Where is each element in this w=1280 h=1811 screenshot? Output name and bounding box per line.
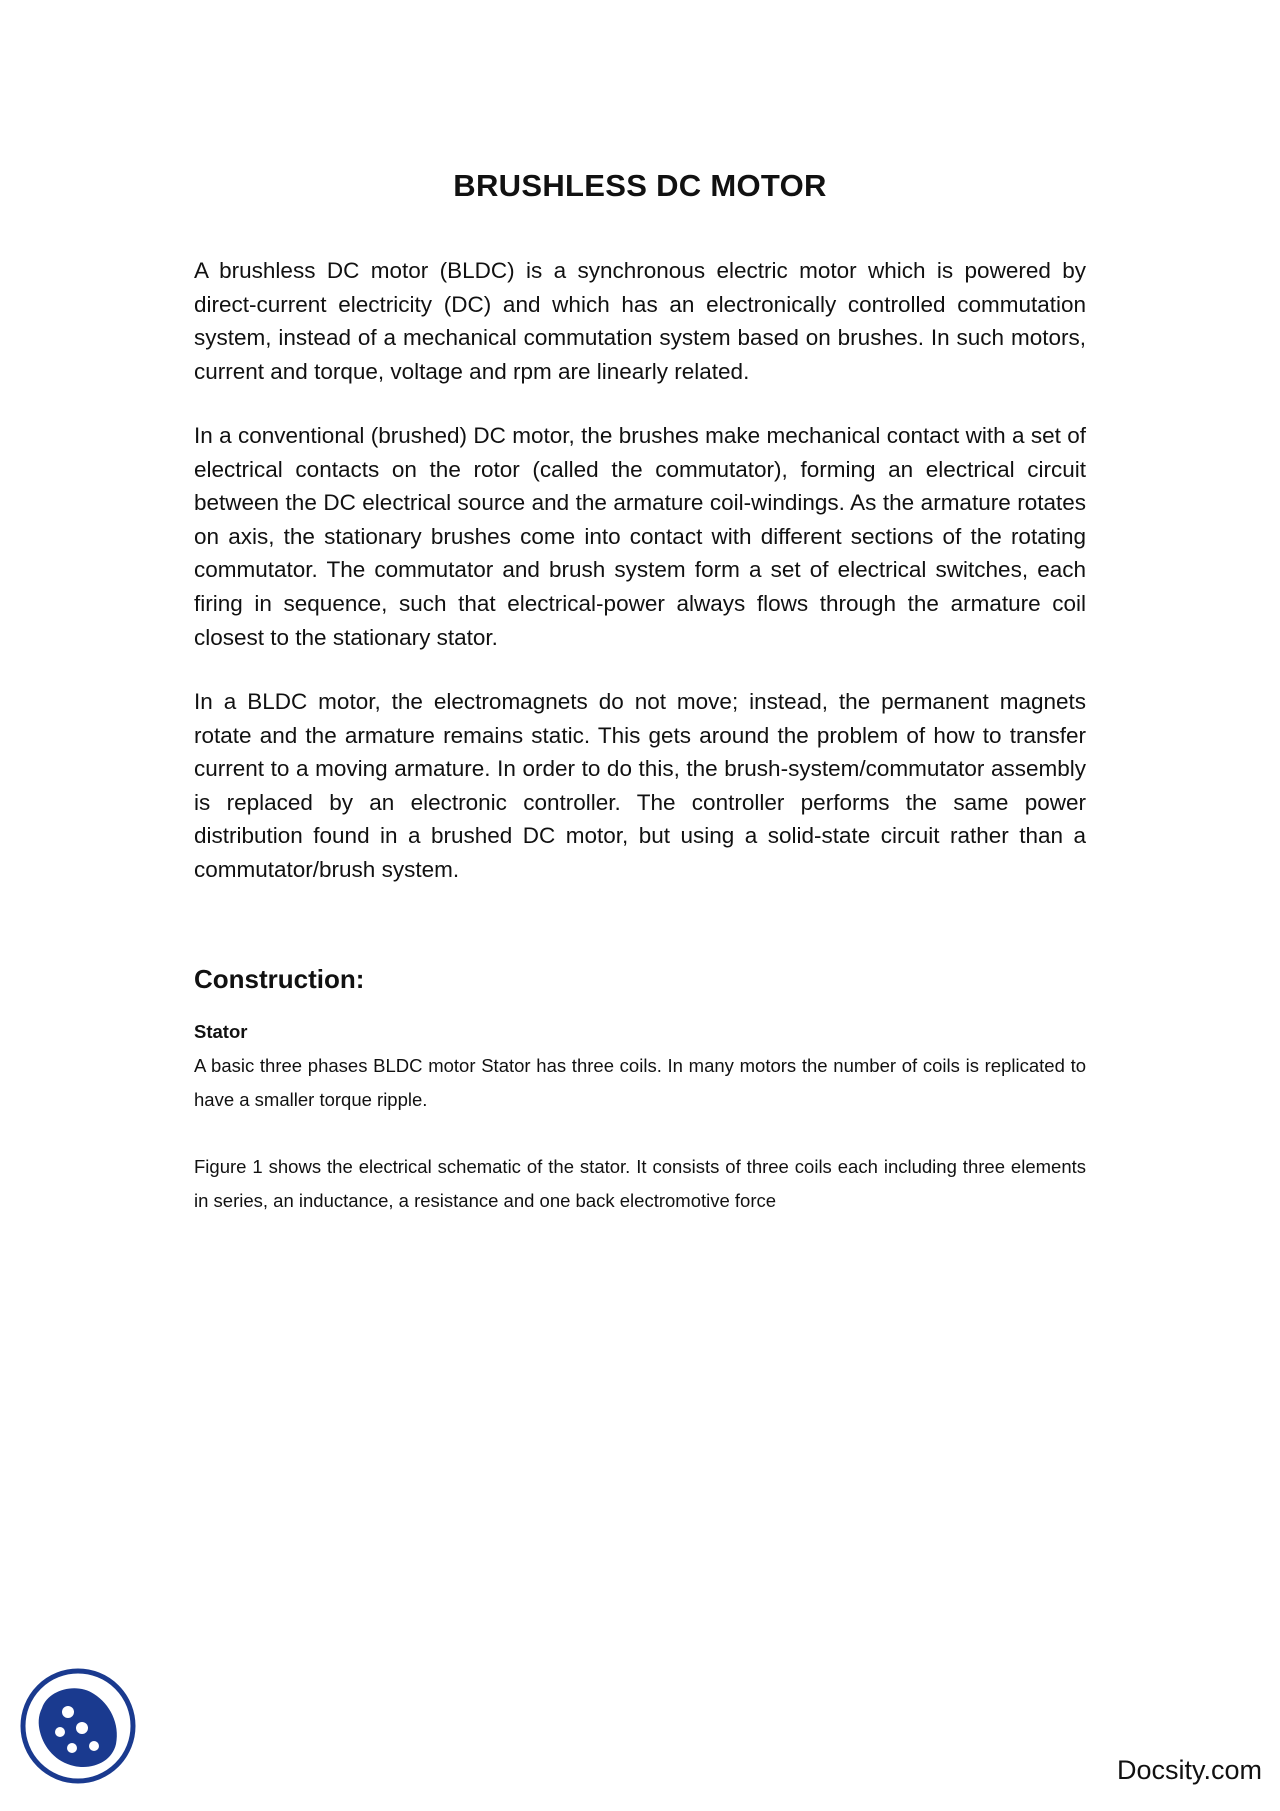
bldc-motor-paragraph: In a BLDC motor, the electromagnets do not move; instead, the permanent magnets rotate and the armature remains static. This gets around the problem of how to transfer current to a moving armature. In order to do this, the brush-system/commutator assembly is replaced by an electronic controller. The controller performs the same power distribution found in a brushed DC motor, but using a solid-state circuit rather than a commutator/brush system. xyxy=(194,689,1086,882)
page-title: BRUSHLESS DC MOTOR xyxy=(453,168,827,203)
intro-paragraph: A brushless DC motor (BLDC) is a synchronous electric motor which is powered by direct-current electricity (DC) and which has an electronically controlled commutation system, instead of a mechanical commutation system based on brushes. In such motors, current and torque, voltage and rpm are linearly related. xyxy=(194,258,1086,384)
construction-heading: Construction: xyxy=(194,964,365,994)
brushed-motor-paragraph: In a conventional (brushed) DC motor, the brushes make mechanical contact with a set of electrical contacts on the rotor (called the commutator), forming an electrical circuit between the DC electrical source and the armature coil-windings. As the armature rotates on axis, the stationary brushes come into contact with different sections of the rotating commutator. The commutator and brush system form a set of electrical switches, each firing in sequence, such that electrical-power always flows through the armature coil closest to the stationary stator. xyxy=(194,423,1086,650)
docsity-logo-icon[interactable] xyxy=(20,1668,136,1784)
figure-description-paragraph: Figure 1 shows the electrical schematic of the stator. It consists of three coils each including three elements in series, an inductance, a resistance and one back electromotive force xyxy=(194,1156,1086,1211)
docsity-brand-text[interactable]: Docsity.com xyxy=(1116,1755,1262,1785)
stator-paragraph: A basic three phases BLDC motor Stator has three coils. In many motors the number of coils is replicated to have a smaller torque ripple. xyxy=(194,1055,1086,1110)
stator-subheading: Stator xyxy=(194,1021,248,1042)
